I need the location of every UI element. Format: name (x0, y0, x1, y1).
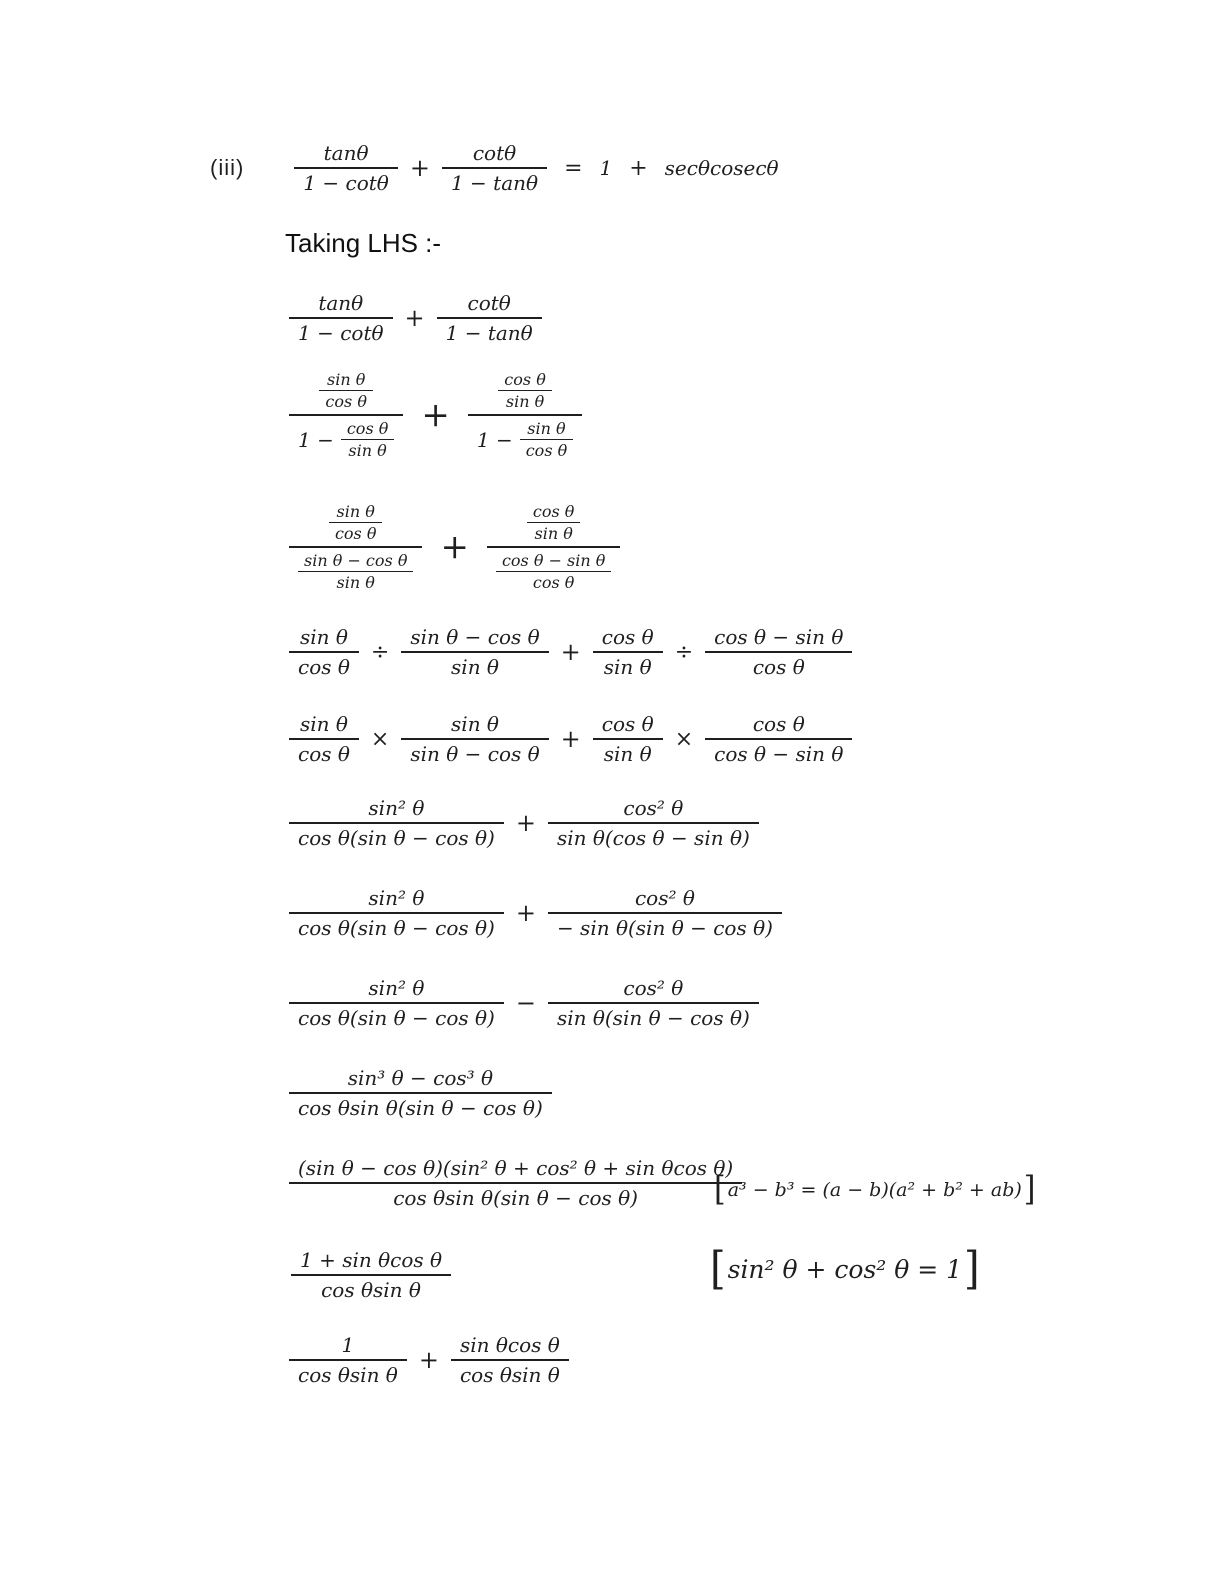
numerator: sin θ − cos θ (304, 551, 408, 570)
denominator (289, 546, 422, 595)
numerator: cotθ (472, 141, 517, 165)
fraction (442, 139, 547, 197)
operator-multiply: × (674, 726, 694, 752)
denominator-prefix: 1 − (298, 427, 334, 452)
denominator: 1 − cotθ (289, 317, 393, 347)
fraction (289, 1064, 552, 1122)
fraction (520, 418, 574, 461)
step-6 (289, 794, 759, 852)
denominator: cos θ (289, 738, 359, 768)
compound-fraction (289, 499, 422, 595)
numerator: cos θ (601, 712, 654, 736)
operator-plus: + (560, 638, 581, 666)
taking-lhs-label: Taking LHS :- (285, 228, 442, 258)
denominator: cos θ (329, 522, 383, 544)
denominator: sin θ (593, 738, 663, 768)
numerator: sin θ (527, 419, 566, 438)
denominator: sin θ − cos θ (401, 738, 548, 768)
problem-line (210, 139, 779, 197)
denominator: sin θ (593, 651, 663, 681)
fraction (289, 1154, 742, 1212)
numerator: tanθ (323, 141, 369, 165)
denominator: − sin θ(sin θ − cos θ) (548, 912, 782, 942)
operator-multiply: × (370, 726, 390, 752)
denominator: sin θ(sin θ − cos θ) (548, 1002, 759, 1032)
denominator (289, 414, 403, 463)
numerator: 1 + sin θcos θ (300, 1248, 443, 1272)
fraction (437, 289, 542, 347)
fraction (593, 623, 663, 681)
fraction (593, 710, 663, 768)
fraction (289, 710, 359, 768)
numerator: sin θ (336, 502, 375, 521)
numerator: cos θ − sin θ (501, 551, 606, 570)
denominator: cos θ (705, 651, 852, 681)
numerator: sin θ − cos θ (410, 625, 540, 649)
numerator (289, 499, 422, 546)
step-9 (289, 1064, 552, 1122)
numerator: sin² θ (368, 886, 425, 910)
numerator: sin³ θ − cos³ θ (347, 1066, 494, 1090)
fraction (289, 974, 504, 1032)
fraction (289, 794, 504, 852)
denominator: cos θ (520, 439, 574, 461)
open-bracket: [ (710, 1243, 726, 1295)
step-1 (289, 289, 542, 347)
operator-divide: ÷ (370, 639, 390, 665)
numerator: cos θ (346, 419, 389, 438)
fraction (451, 1331, 569, 1389)
fraction (548, 974, 759, 1032)
denominator (487, 546, 620, 595)
denominator: cos θ − sin θ (705, 738, 852, 768)
identity-body: sin² θ + cos² θ = 1 (727, 1254, 963, 1284)
operator-plus: + (560, 725, 581, 753)
fraction (401, 623, 548, 681)
fraction (298, 550, 413, 593)
close-bracket: ] (964, 1243, 980, 1295)
open-bracket: [ (714, 1169, 726, 1210)
taking-lhs-heading (285, 228, 441, 259)
numerator (289, 367, 403, 414)
operator-plus: + (418, 1346, 439, 1374)
fraction (401, 710, 548, 768)
numerator: sin θ (299, 712, 348, 736)
denominator: cos θsin θ (289, 1359, 407, 1389)
operator-plus: + (629, 155, 648, 181)
fraction (329, 501, 383, 544)
operator-plus: + (421, 395, 450, 435)
numerator: cos θ (601, 625, 654, 649)
denominator: cos θ(sin θ − cos θ) (289, 1002, 504, 1032)
compound-fraction (468, 367, 582, 463)
fraction (705, 710, 852, 768)
operator-plus: + (409, 154, 430, 182)
denominator: cos θ (289, 651, 359, 681)
denominator: sin θ(cos θ − sin θ) (548, 822, 759, 852)
step-10 (289, 1154, 742, 1212)
denominator: cos θsin θ(sin θ − cos θ) (289, 1092, 552, 1122)
identity-note-pythagorean (708, 1243, 982, 1295)
fraction (294, 139, 398, 197)
numerator (468, 367, 582, 414)
numerator: cos θ (532, 502, 575, 521)
step-11 (291, 1246, 451, 1304)
close-bracket: ] (1023, 1169, 1036, 1210)
numerator: cos² θ (634, 886, 695, 910)
fraction (289, 884, 504, 942)
numerator: sin θ (299, 625, 348, 649)
operator-plus: + (515, 899, 536, 927)
numerator: cos θ (752, 712, 805, 736)
fraction (289, 1331, 407, 1389)
step-5 (289, 710, 852, 768)
step-3 (289, 499, 620, 595)
equals-sign: = (564, 155, 583, 181)
denominator: 1 − tanθ (437, 317, 542, 347)
denominator: sin θ (527, 522, 581, 544)
denominator: sin θ (298, 571, 413, 593)
fraction (498, 369, 552, 412)
fraction (705, 623, 852, 681)
denominator: sin θ (401, 651, 548, 681)
denominator: cos θ(sin θ − cos θ) (289, 822, 504, 852)
numerator: sin θ (327, 370, 366, 389)
denominator: cos θsin θ(sin θ − cos θ) (289, 1182, 742, 1212)
denominator: cos θsin θ (451, 1359, 569, 1389)
step-7 (289, 884, 782, 942)
problem-label: (iii) (210, 155, 245, 180)
numerator: sin² θ (368, 796, 425, 820)
numerator: sin θcos θ (459, 1333, 560, 1357)
denominator: sin θ (498, 390, 552, 412)
denominator: 1 − tanθ (442, 167, 547, 197)
fraction (548, 884, 782, 942)
rhs-one: 1 (599, 156, 613, 180)
operator-divide: ÷ (674, 639, 694, 665)
numerator: (sin θ − cos θ)(sin² θ + cos² θ + sin θcos θ) (298, 1156, 734, 1180)
numerator: 1 (341, 1333, 355, 1357)
step-8 (289, 974, 759, 1032)
operator-plus: + (440, 527, 469, 567)
numerator: tanθ (318, 291, 364, 315)
rhs-term: secθcosecθ (664, 156, 779, 180)
step-12 (289, 1331, 569, 1389)
operator-minus: − (515, 989, 536, 1017)
denominator: cos θ(sin θ − cos θ) (289, 912, 504, 942)
fraction (319, 369, 373, 412)
denominator-prefix: 1 − (476, 427, 513, 452)
numerator: cos θ (504, 370, 546, 389)
fraction (341, 418, 395, 461)
numerator: cos² θ (623, 796, 684, 820)
operator-plus: + (515, 809, 536, 837)
fraction (527, 501, 581, 544)
denominator: cos θ (319, 390, 373, 412)
numerator: sin θ (451, 712, 499, 736)
compound-fraction (487, 499, 620, 595)
numerator: cos² θ (623, 976, 684, 1000)
fraction (289, 289, 393, 347)
denominator (468, 414, 582, 463)
identity-body: a³ − b³ = (a − b)(a² + b² + ab) (727, 1178, 1022, 1201)
fraction (291, 1246, 451, 1304)
compound-fraction (289, 367, 403, 463)
numerator: cos θ − sin θ (714, 625, 844, 649)
identity-note-cubes (712, 1169, 1038, 1210)
denominator: cos θsin θ (291, 1274, 451, 1304)
denominator: 1 − cotθ (294, 167, 398, 197)
step-4 (289, 623, 852, 681)
fraction (496, 550, 611, 593)
denominator: cos θ (496, 571, 611, 593)
numerator: cotθ (467, 291, 511, 315)
numerator: sin² θ (368, 976, 425, 1000)
denominator: sin θ (341, 439, 395, 461)
step-2 (289, 367, 582, 463)
operator-plus: + (404, 304, 425, 332)
fraction (289, 623, 359, 681)
numerator (487, 499, 620, 546)
fraction (548, 794, 759, 852)
